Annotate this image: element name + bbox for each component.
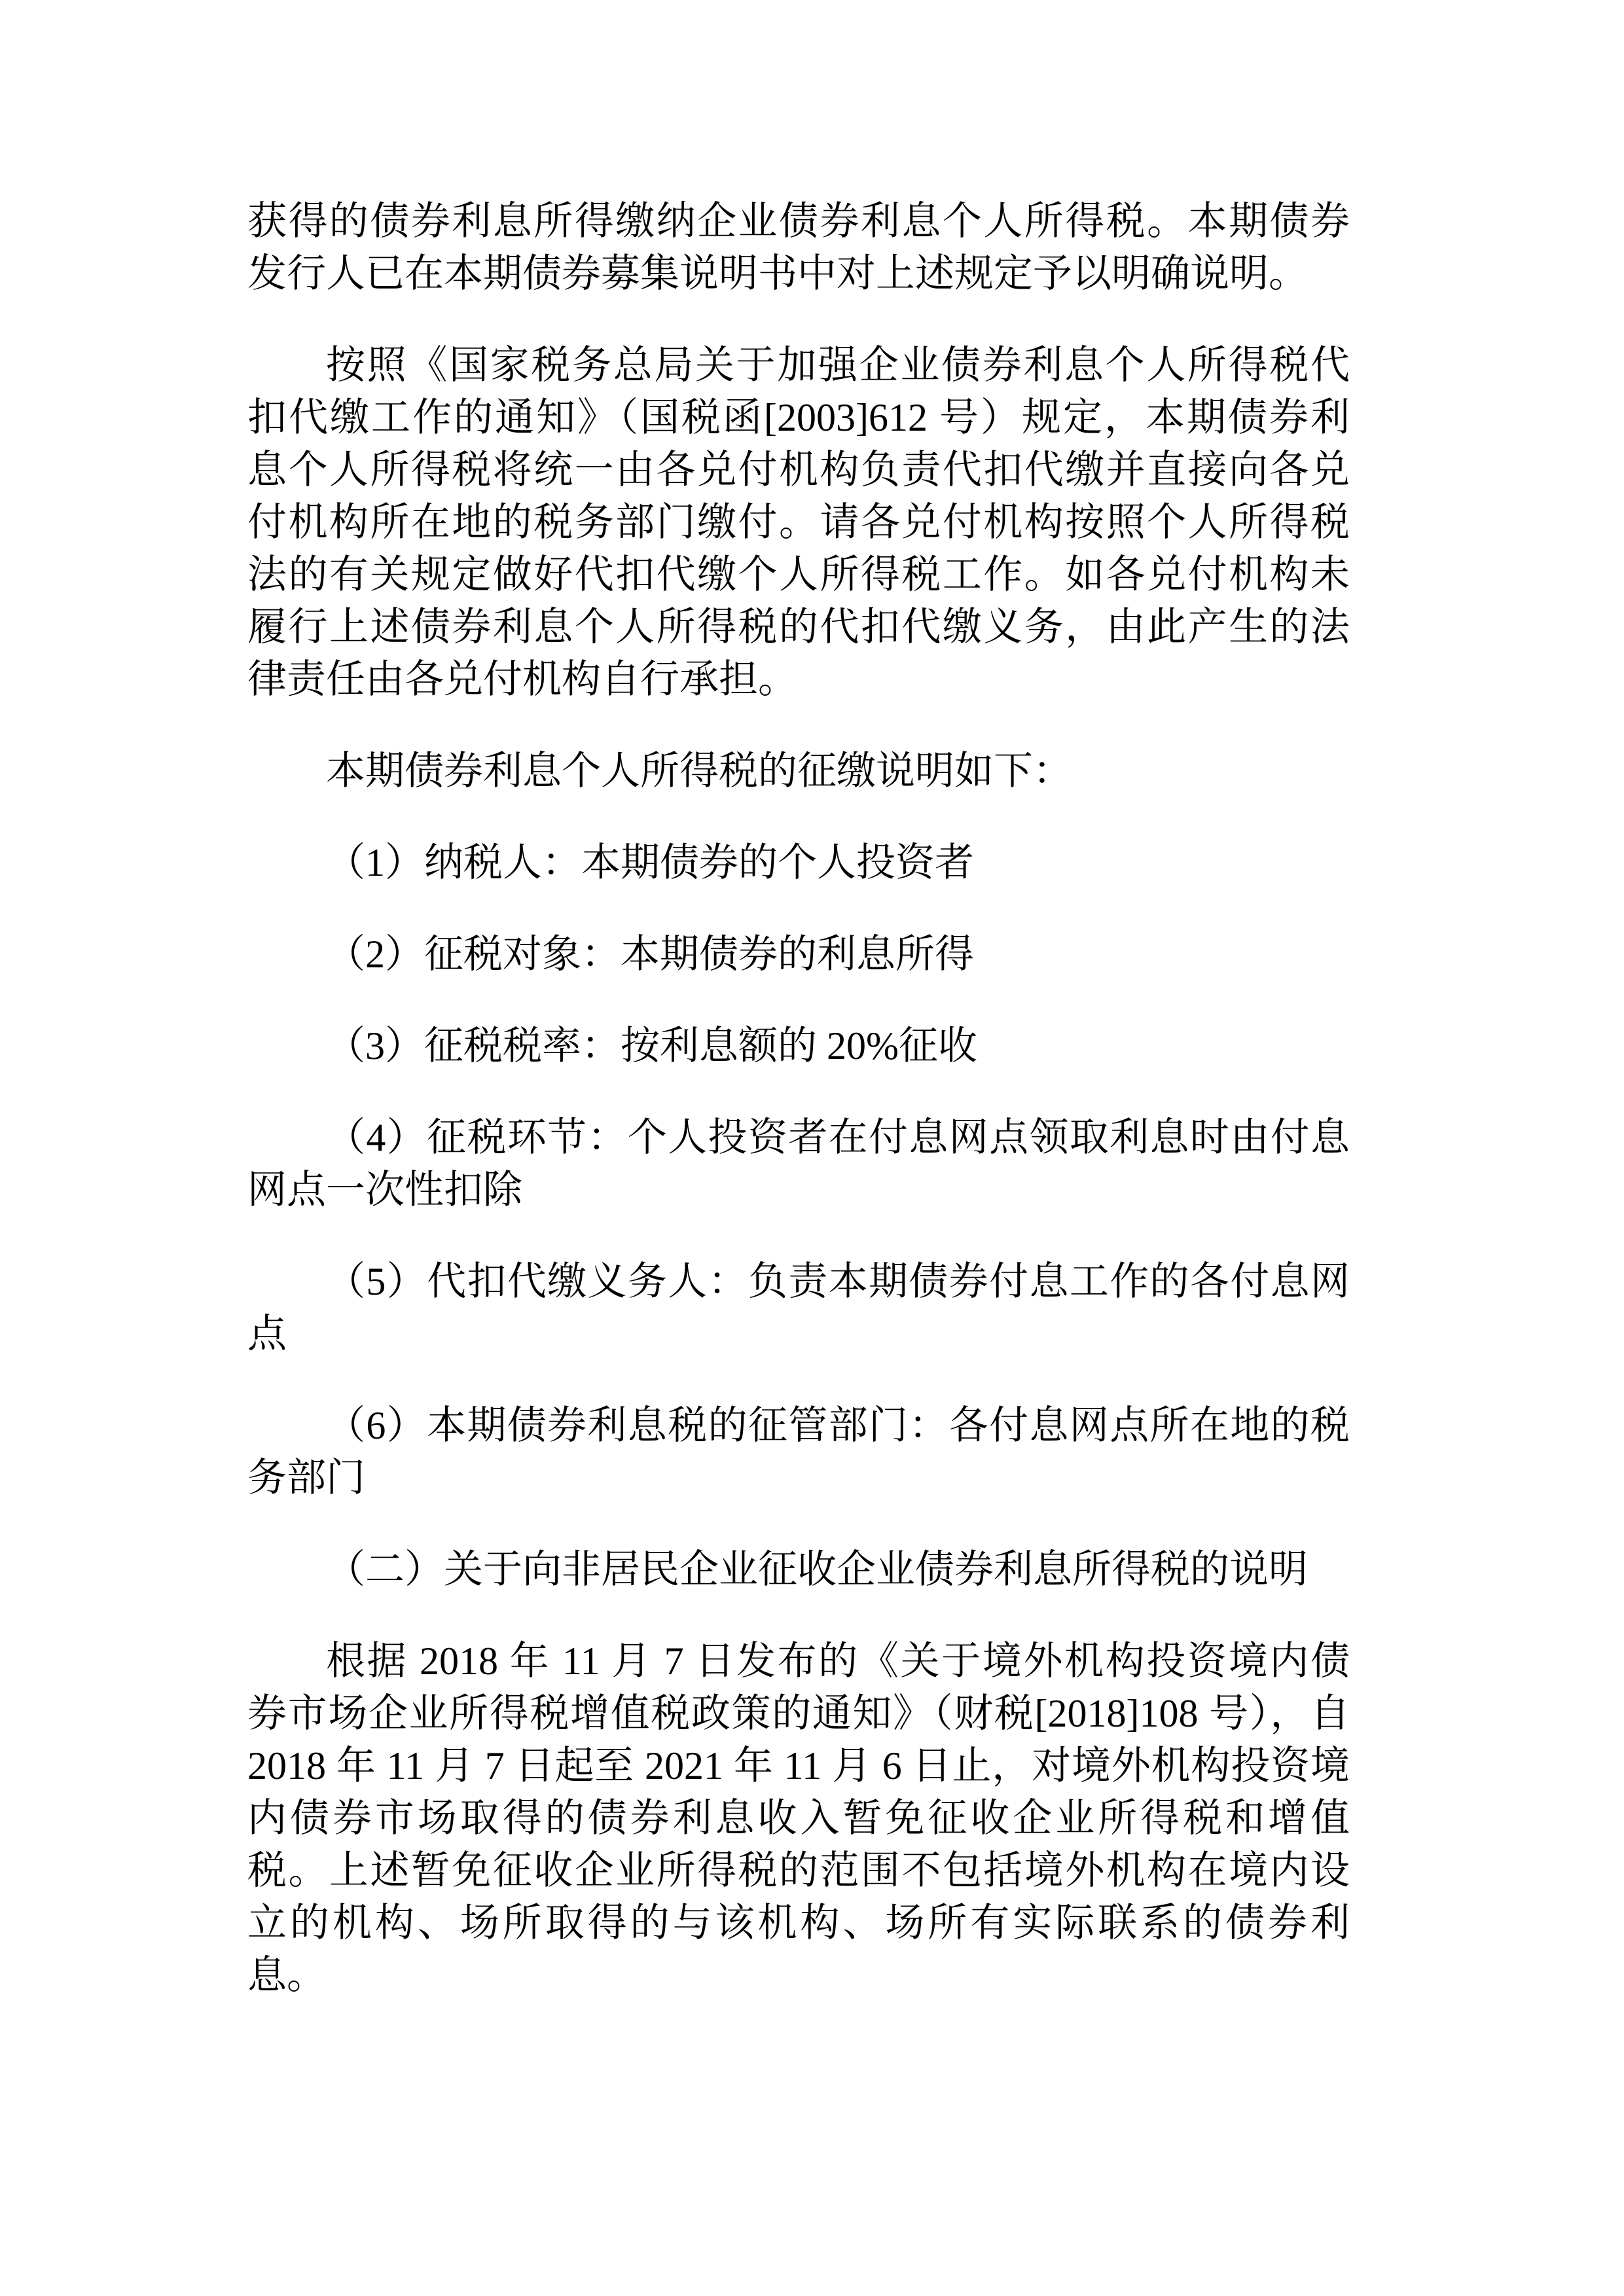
paragraph bbox=[247, 1020, 1350, 1072]
text-line: 立的机构、场所取得的与该机构、场所有实际联系的债券利 bbox=[247, 1901, 1350, 1945]
paragraph bbox=[247, 928, 1350, 980]
text-line: 按照《国家税务总局关于加强企业债券利息个人所得税代 bbox=[326, 344, 1350, 387]
paragraph bbox=[247, 1255, 1350, 1360]
paragraph bbox=[247, 745, 1350, 797]
text-line: （1）纳税人：本期债券的个人投资者 bbox=[326, 841, 974, 884]
paragraph bbox=[247, 1399, 1350, 1504]
text-line: 本期债券利息个人所得税的征缴说明如下： bbox=[326, 749, 1072, 793]
text-line: 法的有关规定做好代扣代缴个人所得税工作。如各兑付机构未 bbox=[247, 553, 1350, 596]
text-line: 券市场企业所得税增值税政策的通知》（财税[2018]108 号），自 bbox=[247, 1692, 1350, 1735]
paragraph bbox=[247, 1543, 1350, 1596]
paragraph bbox=[247, 195, 1350, 300]
text-line: 发行人已在本期债券募集说明书中对上述规定予以明确说明。 bbox=[247, 252, 1308, 295]
text-line: 2018 年 11 月 7 日起至 2021 年 11 月 6 日止，对境外机构投资境 bbox=[247, 1744, 1350, 1787]
text-line: （3）征税税率：按利息额的 20%征收 bbox=[326, 1024, 977, 1067]
text-line: 点 bbox=[247, 1312, 287, 1355]
text-line: 网点一次性扣除 bbox=[247, 1168, 522, 1211]
paragraph bbox=[247, 836, 1350, 889]
text-line: （5）代扣代缴义务人：负责本期债券付息工作的各付息网 bbox=[326, 1260, 1350, 1303]
text-line: 务部门 bbox=[247, 1456, 365, 1499]
text-line: 律责任由各兑付机构自行承担。 bbox=[247, 658, 797, 701]
paragraph bbox=[247, 1111, 1350, 1216]
text-line: 履行上述债券利息个人所得税的代扣代缴义务，由此产生的法 bbox=[247, 605, 1350, 649]
text-line: 息。 bbox=[247, 1954, 326, 1997]
text-line: 付机构所在地的税务部门缴付。请各兑付机构按照个人所得税 bbox=[247, 501, 1350, 544]
text-line: （4）征税环节：个人投资者在付息网点领取利息时由付息 bbox=[326, 1116, 1350, 1159]
text-line: （2）征税对象：本期债券的利息所得 bbox=[326, 933, 974, 976]
text-line: （6）本期债券利息税的征管部门：各付息网点所在地的税 bbox=[326, 1404, 1350, 1447]
text-line: 扣代缴工作的通知》（国税函[2003]612 号）规定，本期债券利 bbox=[247, 396, 1350, 439]
paragraph bbox=[247, 339, 1350, 706]
text-line: 税。上述暂免征收企业所得税的范围不包括境外机构在境内设 bbox=[247, 1849, 1350, 1892]
text-line: 获得的债券利息所得缴纳企业债券利息个人所得税。本期债券 bbox=[247, 200, 1350, 243]
text-line: 息个人所得税将统一由各兑付机构负责代扣代缴并直接向各兑 bbox=[247, 448, 1350, 492]
text-line: 根据 2018 年 11 月 7 日发布的《关于境外机构投资境内债 bbox=[326, 1640, 1350, 1683]
text-line: （二）关于向非居民企业征收企业债券利息所得税的说明 bbox=[326, 1548, 1308, 1591]
text-content bbox=[247, 195, 1350, 2001]
paragraph bbox=[247, 1635, 1350, 2001]
text-line: 内债券市场取得的债券利息收入暂免征收企业所得税和增值 bbox=[247, 1797, 1350, 1840]
